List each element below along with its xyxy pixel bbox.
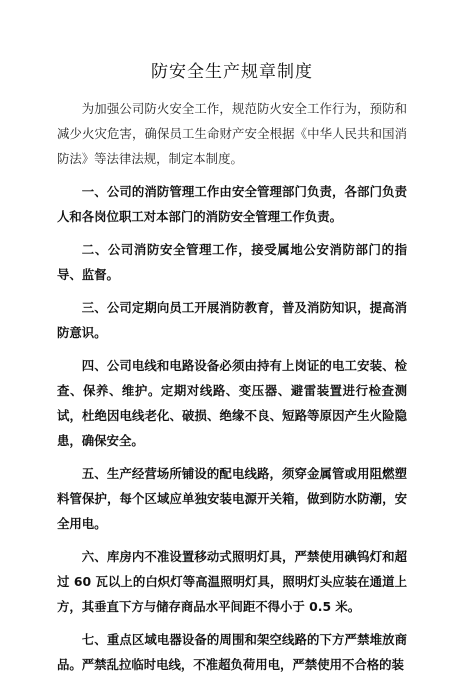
- clause-1: 一、公司的消防管理工作由安全管理部门负责，各部门负责人和各岗位职工对本部门的消防安全管理工作负责。: [57, 184, 407, 224]
- document-title: 防安全生产规章制度: [151, 62, 313, 82]
- clause-2: 二、公司消防安全管理工作，接受属地公安消防部门的指导、监督。: [57, 242, 407, 282]
- clause-7: 七、重点区域电器设备的周围和架空线路的下方严禁堆放商品。严禁乱拉临时电线，不准超负荷用电，严禁使用不合格的装: [57, 632, 407, 672]
- clause-4: 四、公司电线和电路设备必须由持有上岗证的电工安装、检查、保养、维护。定期对线路、变压器、避雷装置进行检查测试，杜绝因电线老化、破损、绝缘不良、短路等原因产生火险隐患，确保安全。: [57, 358, 407, 448]
- clause-3: 三、公司定期向员工开展消防教育，普及消防知识，提高消防意识。: [57, 300, 407, 340]
- clause-5: 五、生产经营场所铺设的配电线路，须穿金属管或用阻燃塑料管保护，每个区域应单独安装电源开关箱，做到防水防潮，安全用电。: [57, 466, 407, 531]
- clause-6: 六、库房内不准设置移动式照明灯具，严禁使用碘钨灯和超过 60 瓦以上的白炽灯等高温照明灯具，照明灯头应装在通道上方，其垂直下方与储存商品水平间距不得小于 0.5 米。: [57, 549, 407, 614]
- intro-paragraph: 为加强公司防火安全工作，规范防火安全工作行为，预防和减少火灾危害，确保员工生命财产安全根据《中华人民共和国消防法》等法律法规，制定本制度。: [57, 101, 407, 166]
